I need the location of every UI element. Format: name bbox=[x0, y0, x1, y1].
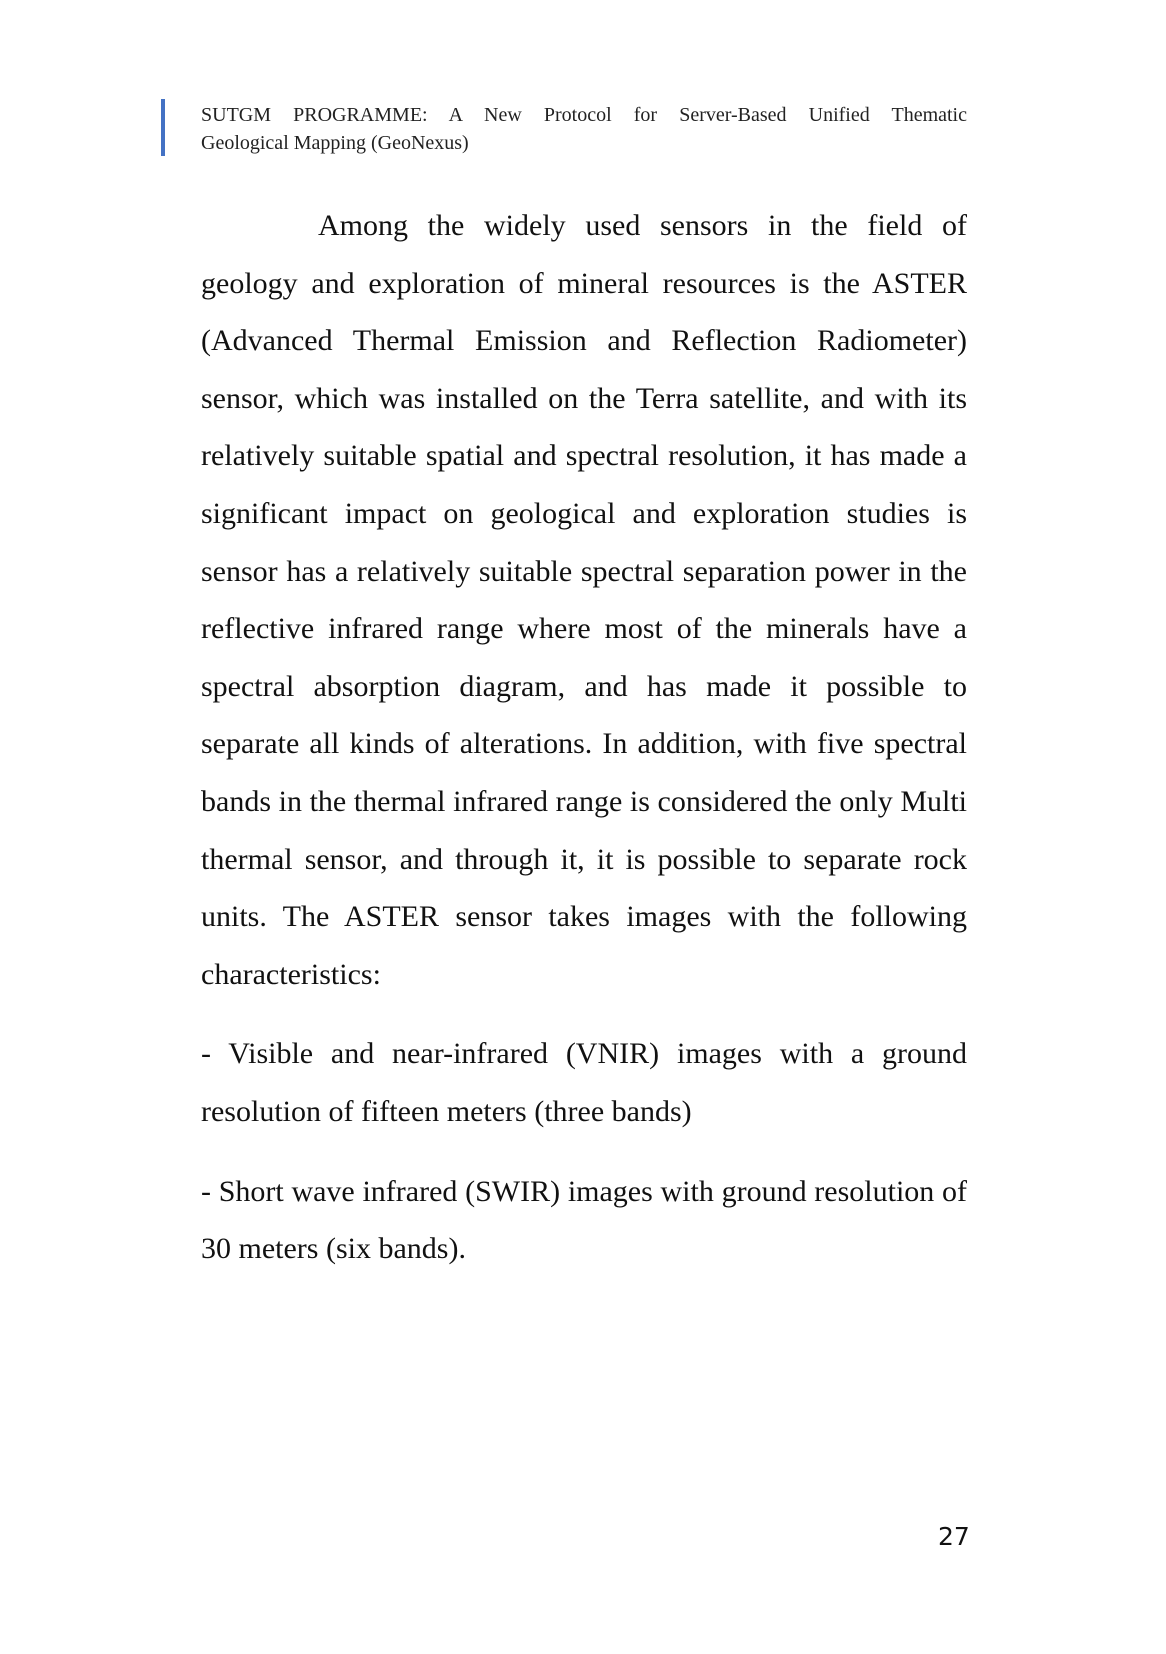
body-paragraph: Among the widely used sensors in the field of geology and exploration of mineral resources is the ASTER (Advanced Thermal Emission and Reflection Radiometer) sensor, which was installed on the Terra satellite, and with its relatively suitable spatial and spectral resolution, it has made a significant impact on geological and exploration studies is sensor has a relatively suitable spectral separation power in the reflective infrared range where most of the minerals have a spectral absorption diagram, and has made it possible to separate all kinds of alterations. In addition, with five spectral bands in the thermal infrared range is considered the only Multi thermal sensor, and through it, it is possible to separate rock units. The ASTER sensor takes images with the following characteristics: bbox=[201, 209, 967, 991]
header-accent-bar bbox=[161, 99, 165, 156]
list-item-vnir: - Visible and near-infrared (VNIR) images with a ground resolution of fifteen meters (three bands) bbox=[201, 1037, 967, 1128]
page-number: 27 bbox=[938, 1522, 970, 1551]
page-body bbox=[201, 197, 967, 1278]
running-header bbox=[201, 101, 967, 157]
list-item-swir: - Short wave infrared (SWIR) images with ground resolution of 30 meters (six bands). bbox=[201, 1174, 967, 1266]
running-header-line-2: Geological Mapping (GeoNexus) bbox=[201, 132, 469, 154]
running-header-line-1: SUTGM PROGRAMME: A New Protocol for Server-Based Unified Thematic bbox=[201, 104, 967, 126]
